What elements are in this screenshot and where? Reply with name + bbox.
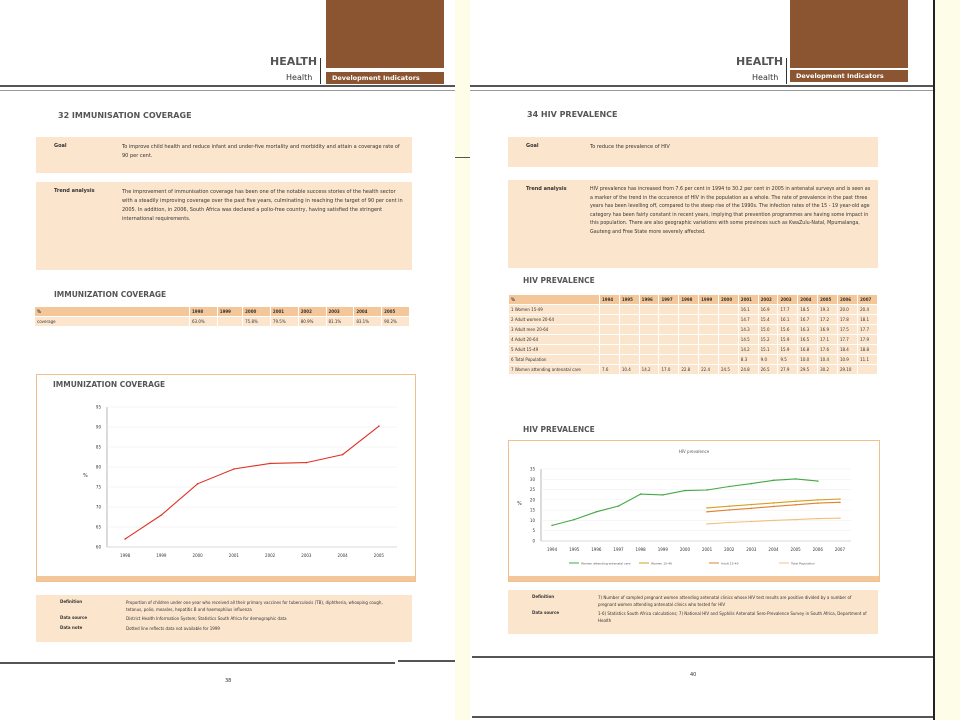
value-cell: 10.4 xyxy=(818,355,838,365)
definition-text: Proportion of children under one year who received all their primary vaccines for tuberculosis (TB), diphtheria, whooping cough, tetanus, polio, measles, hepatitis B and haemophilus influenza xyxy=(126,600,383,612)
data-point xyxy=(342,454,344,456)
value-cell: 15.0 xyxy=(758,325,778,335)
x-tick-label: 1995 xyxy=(569,547,580,552)
gutter-line xyxy=(455,157,471,158)
value-cell xyxy=(699,315,719,325)
x-tick-label: 1998 xyxy=(120,553,131,558)
value-cell xyxy=(619,315,639,325)
series-line xyxy=(125,426,379,539)
value-cell xyxy=(600,335,620,345)
hiv-chart xyxy=(508,440,880,582)
value-cell: 2004 xyxy=(798,295,818,305)
header-subsection: Health xyxy=(286,73,313,82)
value-cell xyxy=(679,355,699,365)
definition-label: Data source xyxy=(60,615,88,620)
data-point xyxy=(124,538,126,540)
value-cell: 11.1 xyxy=(858,355,878,365)
value-cell: 17.7 xyxy=(837,335,857,345)
x-tick-label: 2002 xyxy=(265,553,276,558)
value-cell: 26.5 xyxy=(758,365,778,375)
trend-label: Trend analysis xyxy=(526,186,567,192)
data-point xyxy=(817,480,819,482)
x-tick-label: 2003 xyxy=(746,547,757,552)
y-axis-label: % xyxy=(517,501,522,507)
page-number: 38 xyxy=(225,678,232,684)
header-thin-rule xyxy=(470,90,935,91)
value-cell xyxy=(619,335,639,345)
section-title: 34 HIV PREVALENCE xyxy=(527,110,618,119)
x-tick-label: 2001 xyxy=(228,553,239,558)
immunization-table xyxy=(34,306,410,327)
data-point xyxy=(839,498,841,500)
value-cell: 17.5 xyxy=(837,325,857,335)
value-cell: 17.7 xyxy=(858,325,878,335)
value-cell: 15.1 xyxy=(758,345,778,355)
value-cell: 18.1 xyxy=(858,315,878,325)
value-cell: 2000 xyxy=(718,295,738,305)
chart-title: HIV PREVALENCE xyxy=(523,425,595,434)
value-cell xyxy=(659,315,679,325)
chart-inner-title: HIV prevalence xyxy=(678,449,710,454)
value-cell: 17.7 xyxy=(778,305,798,315)
y-tick-label: 0 xyxy=(532,538,535,544)
value-cell: 14.2 xyxy=(738,345,758,355)
value-cell xyxy=(639,345,659,355)
data-point xyxy=(773,520,775,522)
goal-label: Goal xyxy=(54,143,67,149)
trend-box xyxy=(36,182,412,270)
value-cell xyxy=(600,305,620,315)
value-cell: 15.9 xyxy=(778,335,798,345)
header-divider xyxy=(320,58,321,84)
definition-text: Dotted line reflects data not available for 1999 xyxy=(126,626,220,631)
value-cell: 9.0 xyxy=(758,355,778,365)
value-cell xyxy=(679,345,699,355)
table-header-row xyxy=(509,295,878,305)
value-cell: 14.2 xyxy=(639,365,659,375)
value-cell xyxy=(600,315,620,325)
y-tick-label: 80 xyxy=(95,464,101,470)
row-label-cell: % xyxy=(509,295,600,305)
x-tick-label: 1999 xyxy=(657,547,668,552)
table-row xyxy=(35,317,410,327)
value-cell: 10.0 xyxy=(798,355,818,365)
row-label-cell: 4 Adult 20-64 xyxy=(509,335,600,345)
definition-label: Data source xyxy=(532,610,560,615)
data-point xyxy=(773,480,775,482)
definition-text: District Health Information System; Statistics South Africa for demographic data xyxy=(126,616,287,621)
header-rule xyxy=(470,85,935,87)
value-cell: 17.6 xyxy=(818,345,838,355)
value-cell xyxy=(619,345,639,355)
value-cell: 2005 xyxy=(818,295,838,305)
value-cell xyxy=(217,317,242,327)
value-cell: 16.5 xyxy=(798,335,818,345)
x-tick-label: 1996 xyxy=(591,547,602,552)
y-tick-label: 60 xyxy=(95,544,101,550)
data-point xyxy=(618,505,620,507)
data-point xyxy=(795,519,797,521)
data-point xyxy=(795,504,797,506)
value-cell xyxy=(659,325,679,335)
value-cell: 18.4 xyxy=(837,345,857,355)
data-point xyxy=(728,486,730,488)
y-tick-label: 90 xyxy=(95,424,101,430)
y-tick-label: 30 xyxy=(529,476,535,482)
value-cell: 17.0 xyxy=(659,365,679,375)
x-tick-label: 2003 xyxy=(301,553,312,558)
header-thin-rule xyxy=(0,90,455,91)
value-cell: 15.6 xyxy=(778,325,798,335)
chart-title: IMMUNIZATION COVERAGE xyxy=(53,380,166,389)
value-cell xyxy=(699,345,719,355)
header-divider xyxy=(786,58,787,84)
data-point xyxy=(795,500,797,502)
value-cell: 2001 xyxy=(270,307,298,317)
x-tick-label: 2005 xyxy=(373,553,384,558)
value-cell: 2006 xyxy=(837,295,857,305)
value-cell: 2002 xyxy=(758,295,778,305)
goal-box xyxy=(508,137,878,167)
value-cell xyxy=(659,355,679,365)
value-cell: 24.8 xyxy=(738,365,758,375)
value-cell xyxy=(679,305,699,315)
data-point xyxy=(839,517,841,519)
value-cell: 15.2 xyxy=(758,335,778,345)
value-cell: 2004 xyxy=(354,307,382,317)
value-cell: 30.2 xyxy=(818,365,838,375)
section-title: 32 IMMUNISATION COVERAGE xyxy=(58,111,192,120)
value-cell: 1996 xyxy=(639,295,659,305)
value-cell: 29.10 xyxy=(837,365,857,375)
data-point xyxy=(161,514,163,516)
table-title: IMMUNIZATION COVERAGE xyxy=(54,290,167,299)
value-cell: 17.2 xyxy=(818,315,838,325)
table-row xyxy=(509,325,878,335)
value-cell: 81.1% xyxy=(326,317,354,327)
legend-label: Adult 15-49 xyxy=(721,561,739,566)
data-point xyxy=(551,525,553,527)
data-point xyxy=(773,502,775,504)
y-tick-label: 35 xyxy=(529,466,535,472)
header-section: HEALTH xyxy=(270,55,318,68)
table-row xyxy=(509,355,878,365)
value-cell xyxy=(600,355,620,365)
data-point xyxy=(839,502,841,504)
x-tick-label: 2000 xyxy=(192,553,203,558)
table-row xyxy=(509,315,878,325)
hiv-chart-svg xyxy=(509,441,879,575)
value-cell xyxy=(718,335,738,345)
bottom-rule xyxy=(472,716,935,718)
x-tick-label: 2004 xyxy=(768,547,779,552)
value-cell: 14.5 xyxy=(738,335,758,345)
right-page xyxy=(470,0,935,720)
value-cell: 16.7 xyxy=(798,315,818,325)
immunization-chart-svg xyxy=(37,375,415,575)
x-tick-label: 2006 xyxy=(812,547,823,552)
value-cell xyxy=(699,305,719,315)
x-tick-label: 2007 xyxy=(834,547,846,552)
data-point xyxy=(684,490,686,492)
value-cell xyxy=(619,355,639,365)
value-cell xyxy=(659,345,679,355)
development-indicators-tab: Development Indicators xyxy=(326,72,444,84)
data-point xyxy=(706,511,708,513)
table-row xyxy=(509,365,878,375)
header-brown-tab xyxy=(326,0,444,68)
value-cell: 29.5 xyxy=(798,365,818,375)
data-point xyxy=(197,483,199,485)
data-point xyxy=(662,494,664,496)
legend-label: Women attending antenatal care xyxy=(581,561,631,566)
goal-text: To improve child health and reduce infant and under-five mortality and morbidity and attain a coverage rate of 90 per cent. xyxy=(122,144,400,159)
data-point xyxy=(773,506,775,508)
value-cell xyxy=(639,305,659,315)
value-cell: 17.9 xyxy=(858,335,878,345)
table-row xyxy=(509,335,878,345)
data-point xyxy=(728,505,730,507)
y-axis-label: % xyxy=(83,473,88,479)
value-cell: 22.8 xyxy=(679,365,699,375)
data-point xyxy=(751,507,753,509)
value-cell xyxy=(718,345,738,355)
page-number: 40 xyxy=(690,672,697,678)
value-cell xyxy=(699,335,719,345)
data-point xyxy=(817,499,819,501)
value-cell: 2000 xyxy=(243,307,271,317)
legend-label: Women 15-49 xyxy=(651,561,672,566)
value-cell: 16.9 xyxy=(758,305,778,315)
value-cell: 22.4 xyxy=(699,365,719,375)
value-cell xyxy=(679,315,699,325)
value-cell: 1999 xyxy=(699,295,719,305)
x-tick-label: 2004 xyxy=(337,553,348,558)
y-tick-label: 15 xyxy=(529,507,535,513)
value-cell xyxy=(699,325,719,335)
value-cell xyxy=(600,325,620,335)
header-brown-tab xyxy=(790,0,908,68)
goal-box xyxy=(36,137,412,173)
trend-text: The improvement of immunisation coverage has been one of the notable success stories of the health sector with a steadily improving coverage over the past five years, culminating in reaching the target of 90 per cent in 2005. In addition, in 2006, South Africa was declared a polio-free country, having satisfied the stringent international requirements. xyxy=(122,189,403,222)
trend-label: Trend analysis xyxy=(54,188,95,194)
data-point xyxy=(817,502,819,504)
value-cell: 1998 xyxy=(190,307,218,317)
value-cell: 75.8% xyxy=(243,317,271,327)
goal-label: Goal xyxy=(526,143,539,149)
value-cell xyxy=(619,325,639,335)
y-tick-label: 85 xyxy=(95,444,101,450)
data-point xyxy=(706,489,708,491)
value-cell: 16.3 xyxy=(798,325,818,335)
value-cell: 1998 xyxy=(679,295,699,305)
value-cell xyxy=(679,325,699,335)
y-tick-label: 70 xyxy=(95,504,101,510)
table-row xyxy=(509,305,878,315)
immunization-chart xyxy=(36,374,416,582)
data-point xyxy=(728,522,730,524)
row-label-cell: 7 Women attending antenatal care xyxy=(509,365,600,375)
goal-text: To reduce the prevalence of HIV xyxy=(590,144,670,150)
value-cell xyxy=(679,335,699,345)
value-cell: 17.1 xyxy=(818,335,838,345)
table-header-row xyxy=(35,307,410,317)
x-tick-label: 1997 xyxy=(613,547,624,552)
value-cell: 24.5 xyxy=(718,365,738,375)
value-cell xyxy=(639,355,659,365)
data-point xyxy=(706,507,708,509)
definition-text: 7) Number of sampled pregnant women attending antenatal clinics whose HIV test results are positive divided by a number of pregnant women attending antenatal clinics who tested for HIV xyxy=(598,595,852,607)
value-cell: 2003 xyxy=(778,295,798,305)
value-cell: 63.0% xyxy=(190,317,218,327)
value-cell xyxy=(718,315,738,325)
value-cell xyxy=(718,305,738,315)
value-cell: 14.3 xyxy=(738,325,758,335)
data-point xyxy=(573,519,575,521)
value-cell xyxy=(718,355,738,365)
value-cell: 1995 xyxy=(619,295,639,305)
value-cell: 16.1 xyxy=(778,315,798,325)
x-tick-label: 2000 xyxy=(679,547,691,552)
data-point xyxy=(751,504,753,506)
value-cell xyxy=(639,325,659,335)
value-cell: 79.5% xyxy=(270,317,298,327)
trend-box xyxy=(508,180,878,268)
x-tick-label: 1999 xyxy=(156,553,167,558)
value-cell: 15.4 xyxy=(758,315,778,325)
data-point xyxy=(306,462,308,464)
row-label-cell: % xyxy=(35,307,190,317)
value-cell: 2007 xyxy=(858,295,878,305)
value-cell xyxy=(659,335,679,345)
row-label-cell: 6 Total Population xyxy=(509,355,600,365)
data-point xyxy=(751,521,753,523)
hiv-table xyxy=(508,294,878,375)
value-cell xyxy=(639,315,659,325)
row-label-cell: coverage xyxy=(35,317,190,327)
definition-label: Definition xyxy=(532,594,555,599)
footer-rule-right xyxy=(398,660,455,662)
value-cell xyxy=(600,345,620,355)
data-point xyxy=(269,463,271,465)
x-tick-label: 2002 xyxy=(724,547,735,552)
value-cell: 15.9 xyxy=(778,345,798,355)
footer-rule xyxy=(0,662,395,664)
data-point xyxy=(751,483,753,485)
row-label-cell: 3 Adult men 20-64 xyxy=(509,325,600,335)
chart-bottom-bar xyxy=(37,576,415,581)
value-cell: 10.4 xyxy=(619,365,639,375)
y-tick-label: 20 xyxy=(529,497,535,503)
header-section: HEALTH xyxy=(736,55,784,68)
value-cell: 7.6 xyxy=(600,365,620,375)
value-cell: 14.7 xyxy=(738,315,758,325)
chart-bottom-bar xyxy=(509,576,879,581)
y-tick-label: 5 xyxy=(532,528,535,534)
value-cell: 2005 xyxy=(382,307,410,317)
legend-label: Total Population xyxy=(791,561,815,566)
data-point xyxy=(378,425,380,427)
value-cell: 18.5 xyxy=(798,305,818,315)
y-tick-label: 10 xyxy=(529,517,535,523)
value-cell xyxy=(659,305,679,315)
value-cell: 17.8 xyxy=(837,315,857,325)
definition-text: 1-6) Statistics South Africa calculations; 7) National HIV and Syphilis Antenatal Sero-Prevalence Survey in South Africa, Department of Health xyxy=(598,611,867,623)
value-cell: 27.9 xyxy=(778,365,798,375)
value-cell: 20.4 xyxy=(858,305,878,315)
value-cell: 20.0 xyxy=(837,305,857,315)
page-right-border xyxy=(933,0,935,720)
value-cell: 2002 xyxy=(298,307,326,317)
data-point xyxy=(817,518,819,520)
x-tick-label: 2001 xyxy=(701,547,713,552)
value-cell: 2001 xyxy=(738,295,758,305)
value-cell xyxy=(858,365,878,375)
value-cell xyxy=(639,335,659,345)
value-cell: 16.1 xyxy=(738,305,758,315)
data-point xyxy=(706,523,708,525)
definition-box xyxy=(36,595,412,642)
row-label-cell: 2 Adult women 20-64 xyxy=(509,315,600,325)
value-cell: 9.5 xyxy=(778,355,798,365)
development-indicators-tab: Development Indicators xyxy=(790,70,908,82)
value-cell: 16.8 xyxy=(798,345,818,355)
value-cell xyxy=(619,305,639,315)
value-cell: 10.9 xyxy=(837,355,857,365)
y-tick-label: 95 xyxy=(95,404,101,410)
definition-label: Definition xyxy=(60,599,83,604)
definition-box xyxy=(508,590,878,634)
value-cell: 16.9 xyxy=(818,325,838,335)
row-label-cell: 1 Women 15-49 xyxy=(509,305,600,315)
row-label-cell: 5 Adult 15-49 xyxy=(509,345,600,355)
value-cell: 8.3 xyxy=(738,355,758,365)
value-cell: 90.2% xyxy=(382,317,410,327)
value-cell xyxy=(718,325,738,335)
footer-rule xyxy=(472,656,935,658)
value-cell: 1997 xyxy=(659,295,679,305)
header-subsection: Health xyxy=(752,73,779,82)
table-row xyxy=(509,345,878,355)
value-cell xyxy=(699,355,719,365)
table-title: HIV PREVALENCE xyxy=(523,276,595,285)
y-tick-label: 65 xyxy=(95,524,101,530)
value-cell: 1999 xyxy=(217,307,242,317)
value-cell: 80.9% xyxy=(298,317,326,327)
header-rule xyxy=(0,85,455,87)
left-page xyxy=(0,0,455,720)
value-cell: 1994 xyxy=(600,295,620,305)
definition-label: Data note xyxy=(60,625,83,630)
x-tick-label: 1998 xyxy=(635,547,646,552)
trend-text: HIV prevalence has increased from 7.6 per cent in 1994 to 30.2 per cent in 2005 in antenatal surveys and is seen as a marker of the trend in the occurence of HIV in the population as a whole. The rate of prevalence in the past three years has been levelling off, compared to the steep rise of the 1990s. The infection rates of the 15 - 19 year-old age category has been fairly constant in recent years, implying that prevention programmes are having some impact in this population. There are also geographic variations with some provinces such as KwaZulu-Natal, Mpumalanga, Gauteng and Free State more severely affected. xyxy=(590,187,871,235)
data-point xyxy=(640,493,642,495)
y-tick-label: 75 xyxy=(95,484,101,490)
value-cell: 19.3 xyxy=(818,305,838,315)
x-tick-label: 2005 xyxy=(790,547,801,552)
x-tick-label: 1994 xyxy=(546,547,558,552)
y-tick-label: 25 xyxy=(529,487,535,493)
value-cell: 2003 xyxy=(326,307,354,317)
value-cell: 83.1% xyxy=(354,317,382,327)
data-point xyxy=(596,511,598,513)
data-point xyxy=(795,478,797,480)
value-cell: 18.8 xyxy=(858,345,878,355)
data-point xyxy=(233,468,235,470)
data-point xyxy=(728,509,730,511)
